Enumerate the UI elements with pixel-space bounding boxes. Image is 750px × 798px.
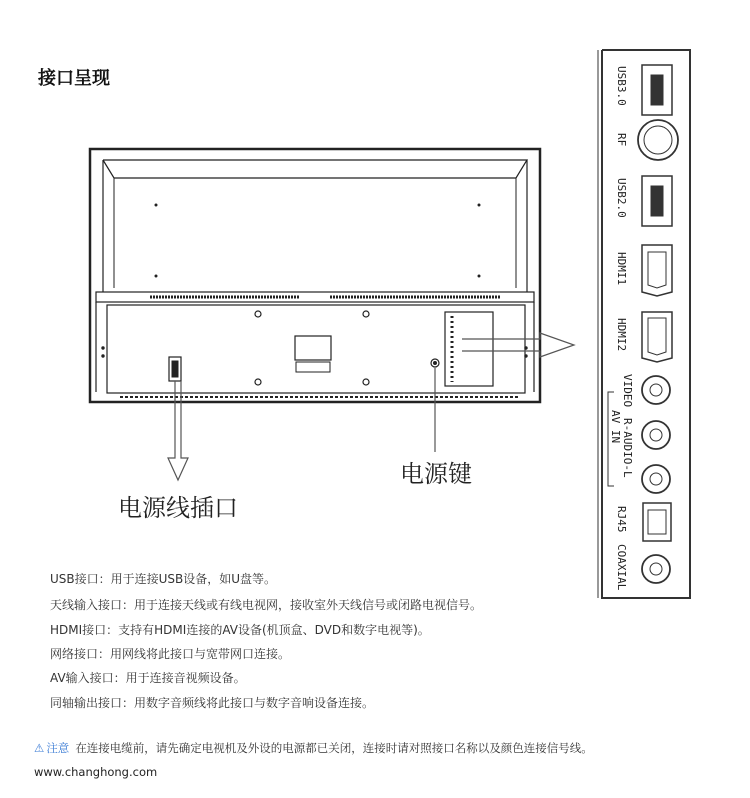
port-label-video: VIDEO xyxy=(621,374,634,408)
port-label-usb3: USB3.0 xyxy=(615,66,628,106)
warning-triangle-icon: ⚠ xyxy=(34,741,45,755)
desc-coaxial: 同轴输出接口：用数字音频线将此接口与数字音响设备连接。 xyxy=(50,696,375,710)
notice-text: 在连接电缆前，请先确定电视机及外设的电源都已关闭，连接时请对照接口名称以及颜色连接信号线。 xyxy=(75,741,593,755)
arrow-power-cord xyxy=(168,381,188,480)
power-key-label: 电源键 xyxy=(400,460,472,488)
arrow-to-port-panel xyxy=(462,333,574,357)
port-label-rj45: RJ45 xyxy=(615,506,628,533)
desc-network: 网络接口：用网线将此接口与宽带网口连接。 xyxy=(50,647,291,661)
desc-antenna: 天线输入接口：用于连接天线或有线电视网，接收室外天线信号或闭路电视信号。 xyxy=(50,598,483,612)
website-link[interactable]: www.changhong.com xyxy=(34,765,158,779)
notice-label: 注意 xyxy=(46,741,70,755)
port-label-usb2: USB2.0 xyxy=(615,178,628,218)
port-label-av-in: AV IN xyxy=(609,410,622,444)
desc-hdmi: HDMI接口：支持有HDMI连接的AV设备(机顶盒、DVD和数字电视等)。 xyxy=(50,623,430,637)
port-label-rf: RF xyxy=(615,133,628,147)
notice xyxy=(34,740,593,756)
port-panel xyxy=(598,50,690,598)
desc-usb: USB接口：用于连接USB设备，如U盘等。 xyxy=(50,572,277,586)
port-label-audio: R-AUDIO-L xyxy=(621,418,634,478)
desc-av: AV输入接口：用于连接音视频设备。 xyxy=(50,671,246,685)
page-title: 接口呈现 xyxy=(38,68,110,89)
power-cord-socket-label: 电源线插口 xyxy=(118,494,238,522)
port-label-hdmi2: HDMI2 xyxy=(615,318,628,352)
port-label-hdmi1: HDMI1 xyxy=(615,252,628,286)
port-label-coaxial: COAXIAL xyxy=(615,544,628,591)
tv-back-illustration xyxy=(90,149,540,402)
